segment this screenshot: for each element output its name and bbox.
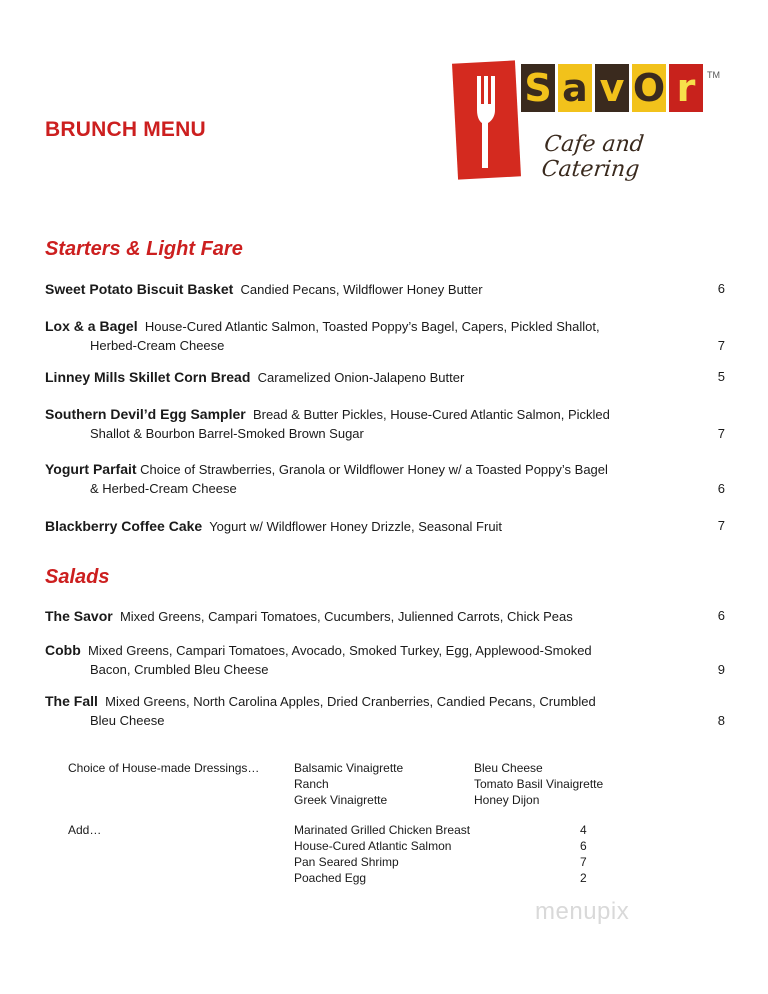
item-description: Choice of Strawberries, Granola or Wildflower Honey w/ a Toasted Poppy’s Bagel: [140, 462, 608, 477]
item-name: Blackberry Coffee Cake: [45, 518, 203, 534]
item-description: House-Cured Atlantic Salmon, Toasted Poppy’s Bagel, Capers, Pickled Shallot,: [144, 319, 600, 334]
item-name: Southern Devil’d Egg Sampler: [45, 406, 246, 422]
item-price: 7: [717, 518, 725, 533]
item-description-cont: Shallot & Bourbon Barrel-Smoked Brown Sugar: [90, 425, 364, 441]
logo-letter-a: a: [558, 64, 592, 112]
page-title: BRUNCH MENU: [45, 118, 206, 141]
item-name: Cobb: [45, 642, 81, 658]
fork-icon: [469, 76, 505, 168]
logo-letter-o: O: [632, 66, 666, 110]
item-description: Mixed Greens, Campari Tomatoes, Avocado, Smoked Turkey, Egg, Applewood-Smoked: [88, 643, 592, 658]
menu-item: [45, 280, 725, 300]
addon-item: Pan Seared Shrimp: [294, 855, 399, 869]
savor-logo: [455, 58, 725, 183]
section-title-salads: Salads: [45, 566, 110, 588]
item-price: 6: [717, 608, 725, 623]
item-description: Caramelized Onion-Jalapeno Butter: [257, 370, 465, 385]
item-description-cont: & Herbed-Cream Cheese: [90, 480, 237, 496]
logo-trademark: TM: [707, 70, 720, 80]
item-price: 6: [717, 480, 725, 496]
addons-items: [294, 822, 470, 886]
menu-item: [45, 405, 725, 443]
item-description-cont: Bleu Cheese: [90, 712, 165, 728]
item-name: The Savor: [45, 608, 113, 624]
item-name: Linney Mills Skillet Corn Bread: [45, 369, 251, 385]
dressing-option: Balsamic Vinaigrette: [294, 761, 404, 775]
item-price: 9: [717, 661, 725, 677]
addons-label: Add…: [68, 823, 102, 837]
item-price: 8: [717, 712, 725, 728]
item-price: 7: [717, 425, 725, 441]
menu-item: [45, 692, 725, 730]
dressing-option: Bleu Cheese: [474, 761, 543, 775]
menu-item: [45, 641, 725, 679]
item-description: Yogurt w/ Wildflower Honey Drizzle, Seasonal Fruit: [209, 519, 503, 534]
item-description-cont: Bacon, Crumbled Bleu Cheese: [90, 661, 269, 677]
addon-price: 6: [580, 839, 587, 853]
item-name: Yogurt Parfait: [45, 461, 137, 477]
item-name: The Fall: [45, 693, 98, 709]
item-price: 7: [717, 337, 725, 353]
dressing-option: Tomato Basil Vinaigrette: [474, 777, 604, 791]
logo-letter-s: S: [521, 64, 555, 112]
addons-prices: [580, 822, 587, 886]
dressings-column-1: [294, 760, 403, 808]
addon-item: Poached Egg: [294, 871, 367, 885]
addon-item: Marinated Grilled Chicken Breast: [294, 823, 471, 837]
menu-item: [45, 460, 725, 498]
addon-price: 7: [580, 855, 587, 869]
item-description: Mixed Greens, Campari Tomatoes, Cucumbers, Julienned Carrots, Chick Peas: [119, 609, 573, 624]
item-description: Mixed Greens, North Carolina Apples, Dried Cranberries, Candied Pecans, Crumbled: [105, 694, 596, 709]
menu-item: [45, 607, 725, 627]
menu-item: [45, 517, 725, 537]
logo-tagline: Cafe and Catering: [540, 132, 646, 182]
dressings-label: Choice of House-made Dressings…: [68, 761, 260, 775]
logo-letter-v: v: [595, 64, 629, 112]
item-price: 6: [717, 281, 725, 296]
item-description-cont: Herbed-Cream Cheese: [90, 337, 225, 353]
addon-price: 4: [580, 823, 587, 837]
dressings-column-2: [474, 760, 603, 808]
dressing-option: Honey Dijon: [474, 793, 540, 807]
addon-item: House-Cured Atlantic Salmon: [294, 839, 452, 853]
logo-letter-r: r: [669, 64, 703, 112]
item-description: Bread & Butter Pickles, House-Cured Atlantic Salmon, Pickled: [252, 407, 610, 422]
item-price: 5: [717, 369, 725, 384]
watermark: menupix: [535, 898, 630, 925]
item-name: Lox & a Bagel: [45, 318, 138, 334]
menu-item: [45, 368, 725, 388]
dressing-option: Ranch: [294, 777, 329, 791]
dressing-option: Greek Vinaigrette: [294, 793, 388, 807]
menu-item: [45, 317, 725, 355]
item-description: Candied Pecans, Wildflower Honey Butter: [240, 282, 483, 297]
item-name: Sweet Potato Biscuit Basket: [45, 281, 234, 297]
addon-price: 2: [580, 871, 587, 885]
section-title-starters: Starters & Light Fare: [45, 238, 243, 260]
